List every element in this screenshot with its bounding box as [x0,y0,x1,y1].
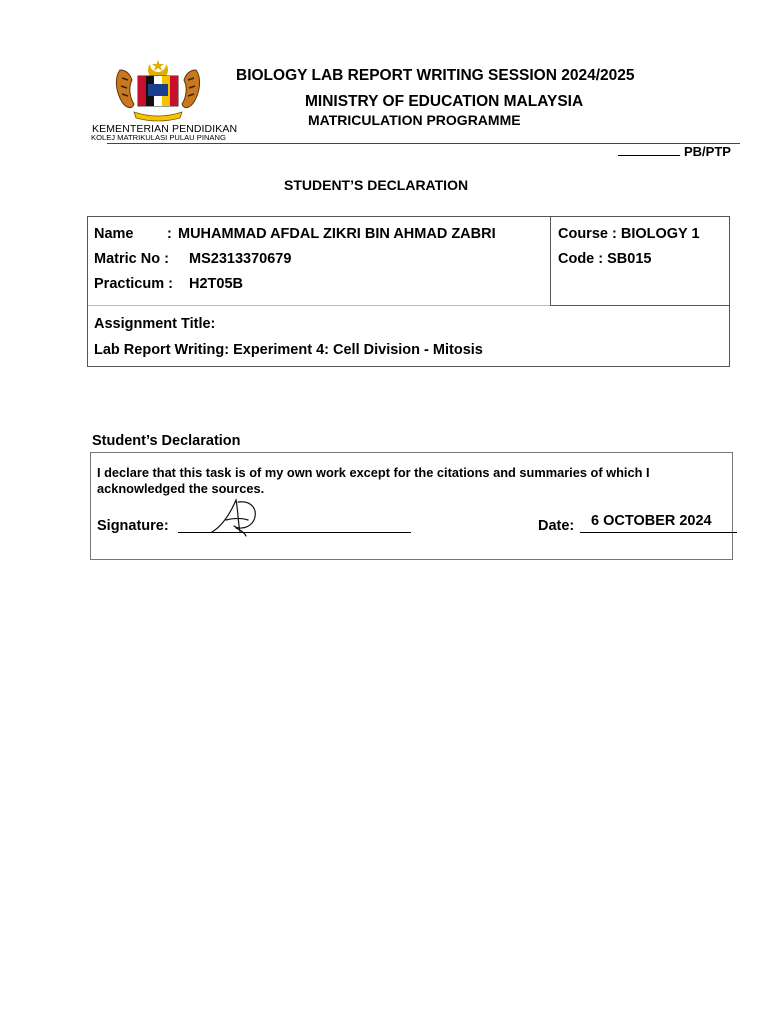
pbptp-field [618,144,731,159]
date-line [580,532,737,533]
declaration-heading: STUDENT’S DECLARATION [284,177,469,193]
report-title: BIOLOGY LAB REPORT WRITING SESSION 2024/2025 [236,67,635,84]
name-label: Name [94,226,134,242]
handwritten-signature [208,494,268,538]
course-label: Course : BIOLOGY 1 [558,226,700,242]
name-value: MUHAMMAD AFDAL ZIKRI BIN AHMAD ZABRI [178,226,496,242]
practicum-value: H2T05B [189,276,243,292]
info-divider [88,305,550,306]
declaration-text: I declare that this task is of my own work except for the citations and summaries of which I acknowledged the sources. [97,465,650,496]
programme-title: MATRICULATION PROGRAMME [308,112,521,128]
signature-label: Signature: [97,518,169,534]
code-label: Code : SB015 [558,251,652,267]
name-colon: : [167,226,172,242]
pbptp-label: PB/PTP [684,144,731,159]
assignment-label: Assignment Title: [94,316,216,332]
logo-college-text: KOLEJ MATRIKULASI PULAU PINANG [91,133,226,142]
assignment-value: Lab Report Writing: Experiment 4: Cell Division - Mitosis [94,342,483,358]
date-label: Date: [538,518,575,534]
student-declaration-label: Student’s Declaration [92,433,241,449]
pbptp-blank [618,145,680,156]
ministry-title: MINISTRY OF EDUCATION MALAYSIA [305,93,584,110]
date-value: 6 OCTOBER 2024 [591,513,712,529]
coat-of-arms-logo [112,58,204,126]
matric-label: Matric No : [94,251,169,267]
matric-value: MS2313370679 [189,251,292,267]
practicum-label: Practicum : [94,276,173,292]
logo-ministry-text: KEMENTERIAN PENDIDIKAN [92,123,238,135]
